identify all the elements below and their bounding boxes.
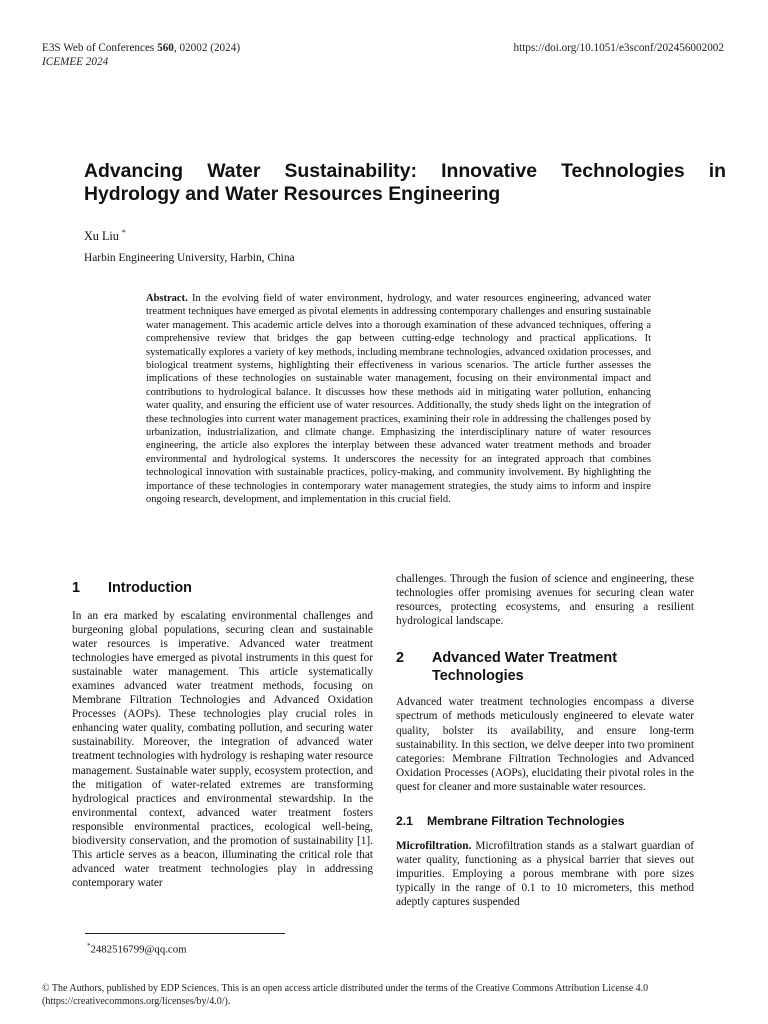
abstract-label: Abstract. bbox=[146, 293, 188, 304]
microfiltration-text: Microfiltration stands as a stalwart guardian of water quality, functioning as a physical barrier that sieves out impurities. Employing a porous membrane with pore sizes typically in the range of 0.1 to 10 micrometers, this method adeptly captures suspended bbox=[396, 840, 694, 909]
right-column bbox=[396, 572, 694, 910]
author-footnote-mark: * bbox=[121, 228, 126, 237]
footnote-email[interactable]: 2482516799@qq.com bbox=[90, 943, 187, 956]
left-column bbox=[72, 572, 373, 890]
journal-issue-year: , 02002 (2024) bbox=[173, 42, 241, 54]
section-2-title: Advanced Water Treatment Technologies bbox=[432, 650, 617, 684]
section-2-number: 2 bbox=[396, 650, 405, 667]
section-2-heading bbox=[396, 650, 694, 685]
footnote-mark: * bbox=[87, 942, 91, 950]
abstract bbox=[146, 292, 651, 507]
section-1-title: Introduction bbox=[108, 580, 192, 596]
author-name: Xu Liu bbox=[84, 229, 119, 244]
journal-name: E3S Web of Conferences bbox=[42, 42, 158, 54]
microfiltration-runin-heading: Microfiltration. bbox=[396, 840, 472, 853]
section-1-paragraph: In an era marked by escalating environmental challenges and burgeoning global populations, securing clean and sustainable water resources is imperative. Advanced water treatment technologies have emerged as pivotal instruments in this quest for sustainable water management. This article systematically examines advanced water treatment methods, focusing on Membrane Filtration Technologies and Advanced Oxidation Processes (AOPs). These technologies play crucial roles in enhancing water quality, combating pollution, and securing water sustainability. Moreover, the integration of advanced water treatment technologies with hydrology is reshaping water resource management. Sustainable water supply, ecosystem protection, and the mitigation of water-related extremes are transforming hydrological practices and environmental stewardship. In the environmental context, advanced water treatment fosters responsible environmental practices, ecological well-being, biodiversity conservation, and the promotion of sustainability [1]. This article serves as a beacon, illuminating the critical role that advanced water treatment technologies play in addressing contemporary water bbox=[72, 609, 373, 890]
doi-link[interactable]: https://doi.org/10.1051/e3sconf/202456002002 bbox=[513, 42, 724, 54]
section-2-1-number: 2.1 bbox=[396, 814, 413, 829]
journal-volume: 560 bbox=[157, 42, 174, 54]
running-header-left bbox=[42, 41, 240, 69]
section-1-continuation: challenges. Through the fusion of science and engineering, these technologies offer promising avenues for securing clean water resources, protecting ecosystems, and ensuring a resilient hydrological landscape. bbox=[396, 573, 694, 628]
section-1-number: 1 bbox=[72, 580, 81, 596]
author-line bbox=[84, 228, 126, 244]
section-2-paragraph: Advanced water treatment technologies encompass a diverse spectrum of methods meticulously engineered to elevate water quality, bolster its availability, and ensure long-term sustainability. In this section, we delve deeper into two prominent categories: Membrane Filtration Technologies and Advanced Oxidation Processes (AOPs), elucidating their pivotal roles in the quest for cleaner and more sustainable water resources. bbox=[396, 696, 694, 793]
author-affiliation: Harbin Engineering University, Harbin, China bbox=[84, 252, 295, 264]
license-notice: © The Authors, published by EDP Sciences. This is an open access article distributed under the terms of the Creative Commons Attribution License 4.0 (https://creativecommons.org/licenses/by/4.0/). bbox=[42, 983, 649, 1007]
conference-name: ICEMEE 2024 bbox=[42, 56, 109, 68]
journal-citation bbox=[42, 41, 240, 55]
footnote-rule bbox=[85, 933, 285, 934]
section-2-1-title: Membrane Filtration Technologies bbox=[427, 814, 625, 829]
footnote bbox=[87, 940, 187, 957]
abstract-text: In the evolving field of water environment, hydrology, and water resources engineering, advanced water treatment techniques have emerged as pivotal elements in addressing contemporary challenges and ensuring sustainable water management. This academic article delves into a thorough examination of these advanced techniques, offering a comprehensive review that bridges the gap between cutting-edge technology and practical applications. It systematically explores a variety of key methods, including membrane technologies, advanced oxidation processes, and biological treatment systems, highlighting their effectiveness in various scenarios. The article further assesses the implications of these technologies on sustainable water management, focusing on their environmental impact and contributions to hydrological balance. It discusses how these methods aid in mitigating water pollution, enhancing water quality, and ensuring the efficient use of water resources. Additionally, the study sheds light on the integration of these technologies into current water management practices, examining their role in addressing the challenges posed by urbanization, industrialization, and climate change. Emphasizing the interdisciplinary nature of water resources engineering, the article also explores the interplay between these advanced water treatment methods and broader environmental and hydrological systems. It underscores the necessity for an integrated approach that combines technological innovation with sustainable practices, policy-making, and community involvement. By highlighting the importance of these technologies in contemporary water management strategies, the study aims to inform and inspire ongoing research, development, and implementation in this crucial field. bbox=[146, 293, 652, 506]
paper-title: Advancing Water Sustainability: Innovative Technologies in Hydrology and Water Resources Engineering bbox=[84, 160, 726, 205]
section-1-heading bbox=[72, 580, 373, 598]
section-2-1-heading bbox=[396, 814, 694, 829]
section-2-1-paragraph bbox=[396, 839, 694, 909]
